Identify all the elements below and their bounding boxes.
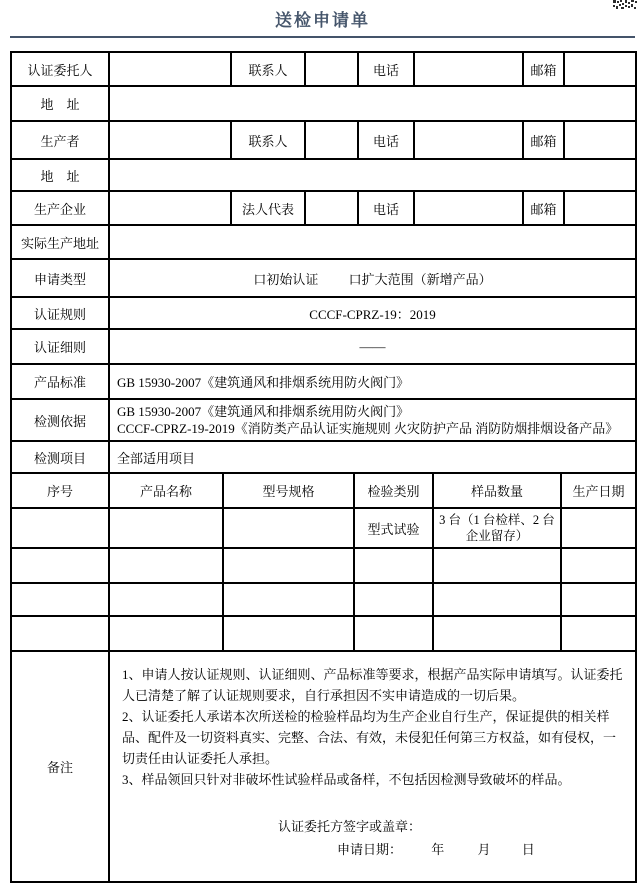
applicant-email-label: 邮箱 [523,52,564,86]
model-spec-cell[interactable] [223,583,354,616]
product-row-2 [11,548,636,583]
test-basis-line2: CCCF-CPRZ-19-2019《消防类产品认证实施规则 火灾防护产品 消防防烟排烟设备产品》 [117,421,619,436]
test-category-cell: 型式试验 [354,508,433,548]
factory-email-label: 邮箱 [523,191,564,225]
seq-cell[interactable] [11,583,109,616]
seq-cell[interactable] [11,616,109,651]
cert-detail-value: —— [109,329,636,364]
test-basis-row [11,399,636,441]
month-label: 月 [477,842,491,857]
remark-item-1: 1、申请人按认证规则、认证细则、产品标准等要求，根据产品实际申请填写。认证委托人已清楚了解了认证规则要求，自行承担因不实申请造成的一切后果。 [122,667,623,703]
applicant-address-label: 地 址 [11,86,109,121]
sample-qty-cell: 3 台（1 台检样、2 台企业留存） [433,508,561,548]
applicant-email-cell[interactable] [564,52,636,86]
applicant-address-row [11,86,636,121]
model-spec-cell[interactable] [223,508,354,548]
factory-phone-label: 电话 [358,191,414,225]
test-basis-label: 检测依据 [11,399,109,441]
product-standard-row [11,364,636,399]
factory-email-cell[interactable] [564,191,636,225]
applicant-address-cell[interactable] [109,86,636,121]
test-category-cell[interactable] [354,548,433,583]
factory-address-row [11,225,636,259]
producer-phone-label: 电话 [358,121,414,159]
model-spec-cell[interactable] [223,616,354,651]
remarks-label: 备注 [11,651,109,882]
producer-label: 生产者 [11,121,109,159]
page-title: 送检申请单 [10,0,635,38]
product-name-cell[interactable] [109,548,223,583]
application-type-label: 申请类型 [11,259,109,297]
product-row-1 [11,508,636,548]
producer-address-label: 地 址 [11,159,109,191]
cert-detail-row [11,329,636,364]
test-basis-line1: GB 15930-2007《建筑通风和排烟系统用防火阀门》 [117,404,410,419]
producer-email-label: 邮箱 [523,121,564,159]
producer-row [11,121,636,159]
checkbox-initial-certification[interactable]: 口初始认证 [253,271,319,287]
header-test-category: 检验类别 [354,473,433,508]
factory-phone-cell[interactable] [414,191,523,225]
factory-row [11,191,636,225]
checkbox-expand-scope[interactable]: 口扩大范围（新增产品） [348,271,492,287]
producer-address-cell[interactable] [109,159,636,191]
header-product-name: 产品名称 [109,473,223,508]
applicant-contact-label: 联系人 [231,52,305,86]
test-category-cell[interactable] [354,583,433,616]
prod-date-cell[interactable] [561,583,636,616]
producer-email-cell[interactable] [564,121,636,159]
signature-label: 认证委托方签字或盖章： [278,819,422,834]
sample-qty-cell[interactable] [433,548,561,583]
product-name-cell[interactable] [109,616,223,651]
factory-address-cell[interactable] [109,225,636,259]
product-list-table [10,472,637,652]
factory-legal-rep-cell[interactable] [305,191,358,225]
cert-detail-label: 认证细则 [11,329,109,364]
product-name-cell[interactable] [109,508,223,548]
applicant-contact-cell[interactable] [305,52,358,86]
model-spec-cell[interactable] [223,548,354,583]
factory-address-label: 实际生产地址 [11,225,109,259]
header-prod-date: 生产日期 [561,473,636,508]
prod-date-cell[interactable] [561,548,636,583]
producer-name-cell[interactable] [109,121,231,159]
header-sample-qty: 样品数量 [433,473,561,508]
factory-label: 生产企业 [11,191,109,225]
test-category-cell[interactable] [354,616,433,651]
factory-name-cell[interactable] [109,191,231,225]
prod-date-cell[interactable] [561,616,636,651]
application-date-line [337,839,627,861]
seq-cell[interactable] [11,548,109,583]
remark-item-2: 2、认证委托人承诺本次所送检的检验样品均为生产企业自行生产，保证提供的相关样品、配件及一切资料真实、完整、合法、有效，未侵犯任何第三方权益，如有侵权，一切责任由认证委托人承担。 [122,709,617,766]
applicant-name-cell[interactable] [109,52,231,86]
product-row-3 [11,583,636,616]
test-items-value: 全部适用项目 [109,441,636,473]
producer-address-row [11,159,636,191]
producer-contact-cell[interactable] [305,121,358,159]
remarks-row [11,651,636,882]
remark-item-3: 3、样品领回只针对非破坏性试验样品或备样，不包括因检测导致破坏的样品。 [122,772,571,787]
day-label: 日 [521,842,535,857]
product-header-row [11,473,636,508]
remarks-table [10,650,637,883]
factory-legal-rep-label: 法人代表 [231,191,305,225]
applicant-phone-label: 电话 [358,52,414,86]
seq-cell[interactable] [11,508,109,548]
qr-code-fragment [613,0,637,10]
application-type-cell [109,259,636,297]
test-items-row [11,441,636,473]
product-standard-value: GB 15930-2007《建筑通风和排烟系统用防火阀门》 [109,364,636,399]
test-items-label: 检测项目 [11,441,109,473]
applicant-phone-cell[interactable] [414,52,523,86]
product-standard-label: 产品标准 [11,364,109,399]
applicant-row [11,52,636,86]
sample-qty-cell[interactable] [433,583,561,616]
sample-qty-cell[interactable] [433,616,561,651]
test-basis-cell [109,399,636,441]
product-row-4 [11,616,636,651]
product-name-cell[interactable] [109,583,223,616]
cert-rule-label: 认证规则 [11,297,109,329]
prod-date-cell[interactable] [561,508,636,548]
applicant-label: 认证委托人 [11,52,109,86]
remarks-content [109,651,636,882]
application-form-table [10,51,637,474]
cert-rule-row [11,297,636,329]
year-label: 年 [431,842,445,857]
header-seq: 序号 [11,473,109,508]
cert-rule-value: CCCF-CPRZ-19：2019 [109,297,636,329]
header-model-spec: 型号规格 [223,473,354,508]
producer-phone-cell[interactable] [414,121,523,159]
date-label: 申请日期： [337,842,403,857]
application-type-row [11,259,636,297]
producer-contact-label: 联系人 [231,121,305,159]
signature-line [278,816,627,838]
